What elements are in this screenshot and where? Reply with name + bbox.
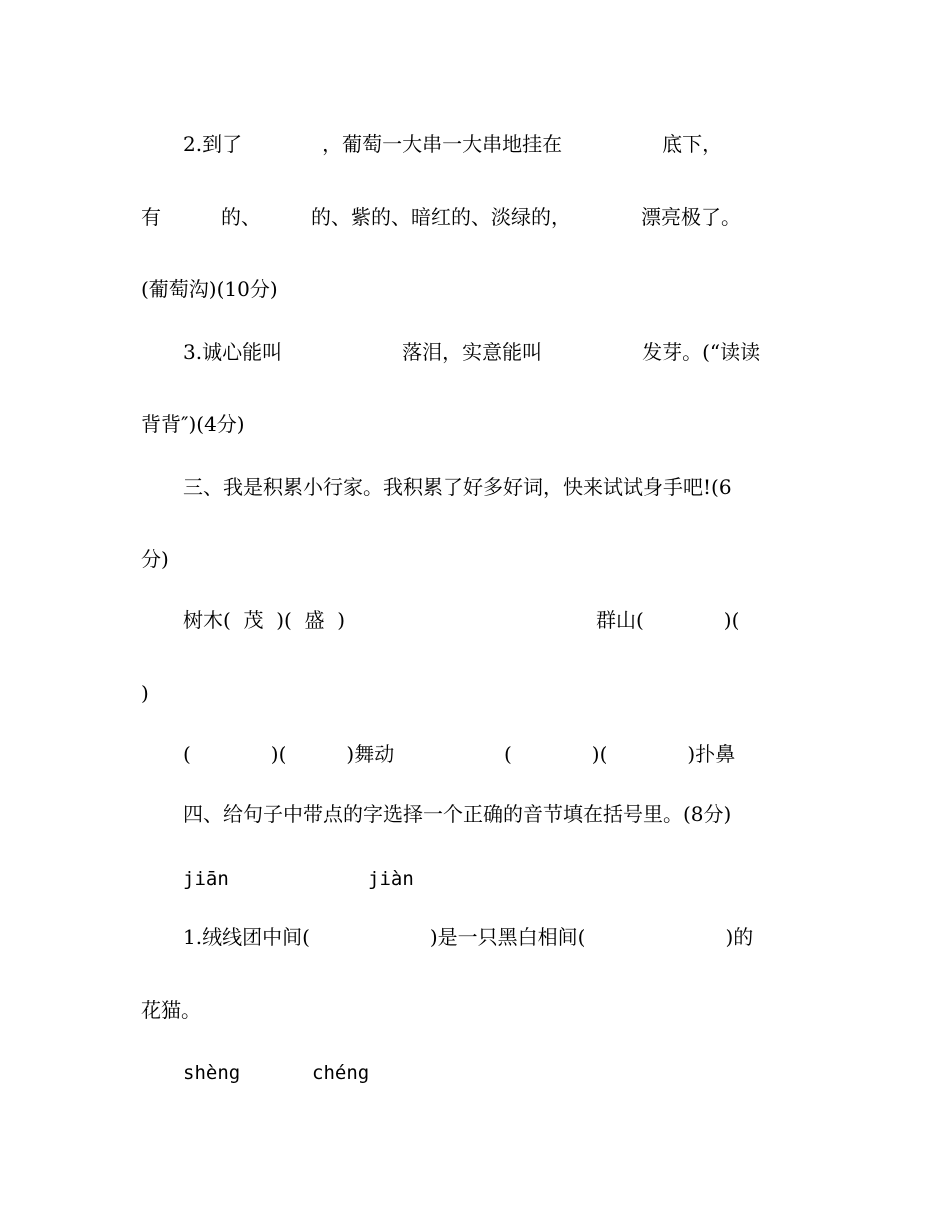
word-fill-fragrance: ( )( )扑鼻 <box>504 742 736 766</box>
word-fill-trees: 树木( 茂 )( 盛 ) <box>183 608 346 632</box>
q3-source: 背背″)(4分) <box>141 412 245 436</box>
pinyin-cheng2: chéng <box>312 1062 370 1084</box>
q2-source: (葡萄沟)(10分) <box>141 277 278 301</box>
word-fill-mountains-close: ) <box>141 681 149 705</box>
q2-line-1: 2.到了 ，葡萄一大串一大串地挂在 底下， <box>183 132 723 156</box>
word-fill-dancing: ( )( )舞动 <box>183 742 395 766</box>
pinyin-jian4: jiàn <box>368 868 414 890</box>
pinyin-sheng4: shèng <box>183 1062 241 1084</box>
section-3-heading-cont: 分) <box>141 547 169 571</box>
pinyin-jian1: jiān <box>183 868 229 890</box>
word-fill-mountains: 群山( )( <box>596 608 740 632</box>
q4-1-line-1: 1.绒线团中间( )是一只黑白相间( )的 <box>183 925 754 949</box>
q4-1-line-2: 花猫。 <box>141 998 201 1022</box>
section-3-heading: 三、我是积累小行家。我积累了好多好词，快来试试身手吧!(6 <box>183 475 732 499</box>
section-4-heading: 四、给句子中带点的字选择一个正确的音节填在括号里。(8分) <box>183 802 732 826</box>
q3-line-1: 3.诚心能叫 落泪，实意能叫 发芽。(“读读 <box>183 340 761 364</box>
q2-line-2: 有 的、 的、紫的、暗红的、淡绿的， 漂亮极了。 <box>141 205 741 229</box>
